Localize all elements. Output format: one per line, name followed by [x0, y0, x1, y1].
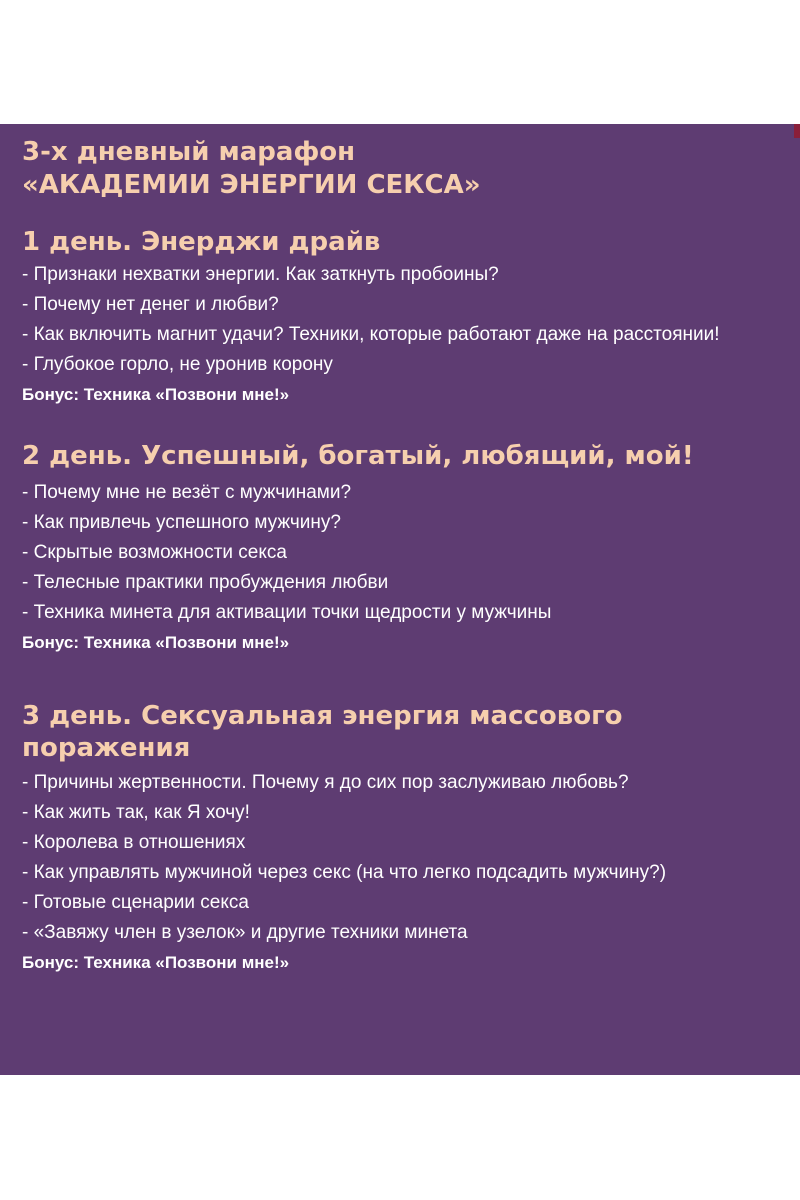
title-line-2: «АКАДЕМИИ ЭНЕРГИИ СЕКСА»: [22, 170, 481, 200]
day-2-bonus: Бонус: Техника «Позвони мне!»: [22, 633, 290, 652]
list-item: - Скрытые возможности секса: [22, 542, 287, 563]
day-1-section: [22, 226, 800, 410]
list-item: - Признаки нехватки энергии. Как заткнуть пробоины?: [22, 264, 499, 285]
day-3-bonus: Бонус: Техника «Позвони мне!»: [22, 953, 290, 972]
title-line-1: 3-х дневный марафон: [22, 137, 356, 167]
day-2-topics: [22, 478, 800, 628]
day-3-topics: [22, 768, 800, 948]
list-item: - Техника минета для активации точки щедрости у мужчины: [22, 602, 552, 623]
title-block: [22, 136, 800, 202]
day-3-heading: 3 день. Сексуальная энергия массового поражения: [22, 701, 623, 763]
list-item: - Телесные практики пробуждения любви: [22, 572, 389, 593]
list-item: - Готовые сценарии секса: [22, 892, 249, 913]
list-item: - Как управлять мужчиной через секс (на что легко подсадить мужчину?): [22, 862, 667, 883]
list-item: - Как привлечь успешного мужчину?: [22, 512, 341, 533]
day-1-topics: [22, 260, 800, 380]
marathon-program-card: [0, 124, 800, 1075]
list-item: - Как жить так, как Я хочу!: [22, 802, 250, 823]
list-item: - Королева в отношениях: [22, 832, 246, 853]
list-item: - Глубокое горло, не уронив корону: [22, 354, 333, 375]
day-2-section: [22, 440, 800, 658]
day-2-heading: 2 день. Успешный, богатый, любящий, мой!: [22, 441, 694, 471]
list-item: - Как включить магнит удачи? Техники, которые работают даже на расстоянии!: [22, 324, 720, 345]
day-1-bonus: Бонус: Техника «Позвони мне!»: [22, 385, 290, 404]
list-item: - «Завяжу член в узелок» и другие техники минета: [22, 922, 468, 943]
list-item: - Почему мне не везёт с мужчинами?: [22, 482, 352, 503]
list-item: - Почему нет денег и любви?: [22, 294, 279, 315]
day-1-heading: 1 день. Энерджи драйв: [22, 227, 381, 257]
corner-accent: [794, 124, 800, 138]
day-3-section: [22, 700, 800, 978]
list-item: - Причины жертвенности. Почему я до сих пор заслуживаю любовь?: [22, 772, 629, 793]
